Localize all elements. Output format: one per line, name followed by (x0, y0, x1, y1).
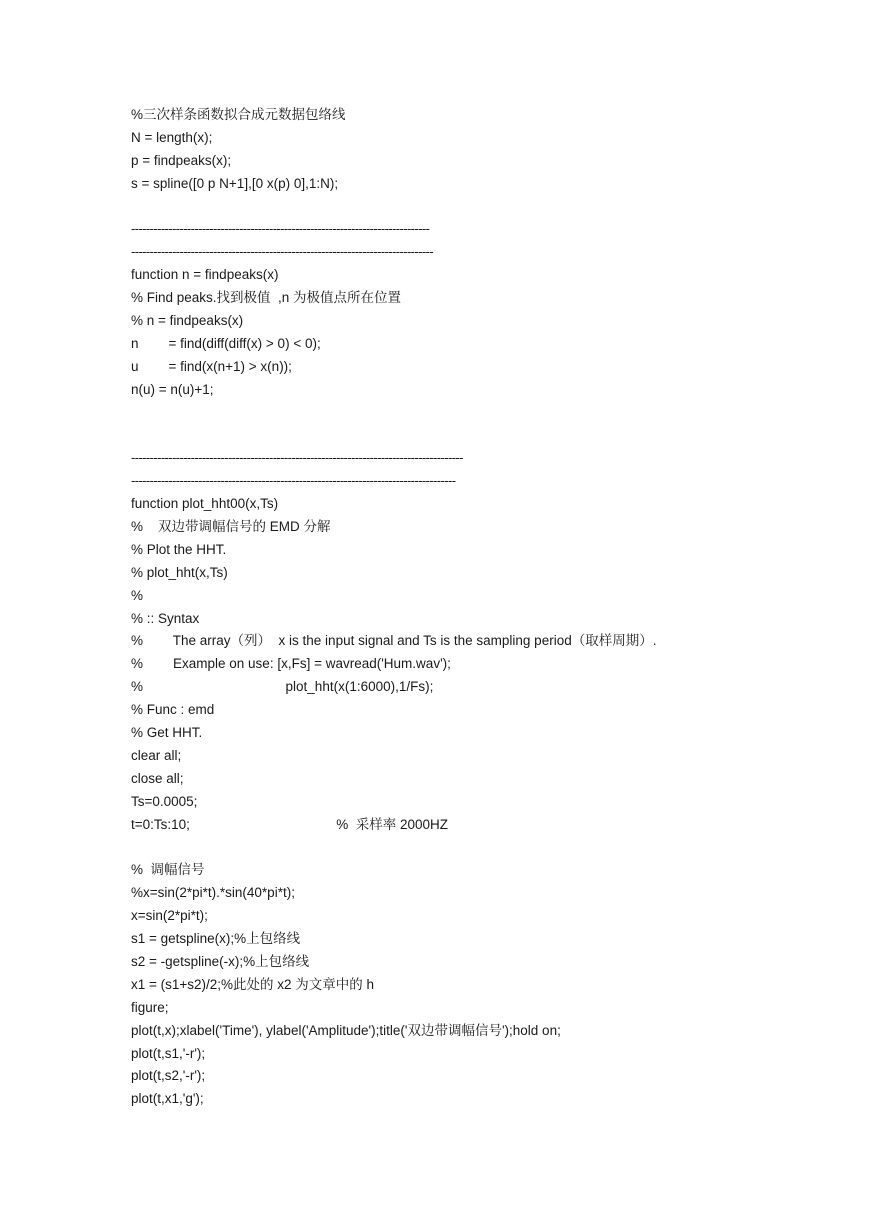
code-line: function n = findpeaks(x) (131, 267, 279, 283)
code-line: % 调幅信号 (131, 862, 205, 878)
code-line: plot(t,s1,'-r'); (131, 1045, 206, 1061)
code-line: plot(t,x1,'g'); (131, 1091, 204, 1107)
blank-line (131, 196, 831, 219)
code-line: % Get HHT. (131, 725, 203, 741)
code-line: n = find(diff(diff(x) > 0) < 0); (131, 335, 321, 351)
code-line: % plot_hht(x,Ts) (131, 564, 228, 580)
code-line: x=sin(2*pi*t); (131, 908, 208, 924)
code-line: figure; (131, 999, 169, 1015)
code-line: s1 = getspline(x);%上包络线 (131, 931, 301, 947)
code-line: s2 = -getspline(-x);%上包络线 (131, 953, 310, 969)
code-line: clear all; (131, 747, 182, 763)
code-listing (131, 104, 831, 1111)
code-line: % n = findpeaks(x) (131, 313, 244, 329)
separator-rule: -------------------------------------------------------------------------------- (131, 221, 430, 237)
code-line: u = find(x(n+1) > x(n)); (131, 358, 292, 374)
code-line: s = spline([0 p N+1],[0 x(p) 0],1:N); (131, 175, 339, 191)
code-line: % Plot the HHT. (131, 541, 227, 557)
blank-line (131, 424, 831, 447)
code-line: plot(t,x);xlabel('Time'), ylabel('Amplitude');title('双边带调幅信号');hold on; (131, 1022, 561, 1038)
code-line: plot(t,s2,'-r'); (131, 1068, 206, 1084)
code-line: function plot_hht00(x,Ts) (131, 496, 279, 512)
blank-line (131, 402, 831, 425)
code-line: %x=sin(2*pi*t).*sin(40*pi*t); (131, 885, 295, 901)
code-line: n(u) = n(u)+1; (131, 381, 214, 397)
separator-rule: ----------------------------------------------------------------------------------------- (131, 450, 463, 466)
code-line: % Find peaks.找到极值 ,n 为极值点所在位置 (131, 290, 402, 306)
code-line: % plot_hht(x(1:6000),1/Fs); (131, 679, 434, 695)
separator-rule: --------------------------------------------------------------------------------------- (131, 473, 456, 489)
code-line: % The array（列） x is the input signal and Ts is the sampling period（取样周期）. (131, 633, 657, 649)
code-line: % Func : emd (131, 702, 215, 718)
code-line: close all; (131, 770, 184, 786)
code-line: Ts=0.0005; (131, 793, 198, 809)
code-line: N = length(x); (131, 129, 213, 145)
code-line: % (131, 587, 144, 603)
code-line: x1 = (s1+s2)/2;%此处的 x2 为文章中的 h (131, 976, 375, 992)
code-line: % 双边带调幅信号的 EMD 分解 (131, 519, 331, 535)
code-line: % :: Syntax (131, 610, 200, 626)
separator-rule: --------------------------------------------------------------------------------- (131, 244, 434, 260)
code-line: p = findpeaks(x); (131, 152, 232, 168)
code-line: t=0:Ts:10; % 采样率 2000HZ (131, 816, 448, 832)
code-line: % Example on use: [x,Fs] = wavread('Hum.wav'); (131, 656, 451, 672)
code-line: %三次样条函数拟合成元数据包络线 (131, 107, 346, 122)
blank-line (131, 837, 831, 860)
